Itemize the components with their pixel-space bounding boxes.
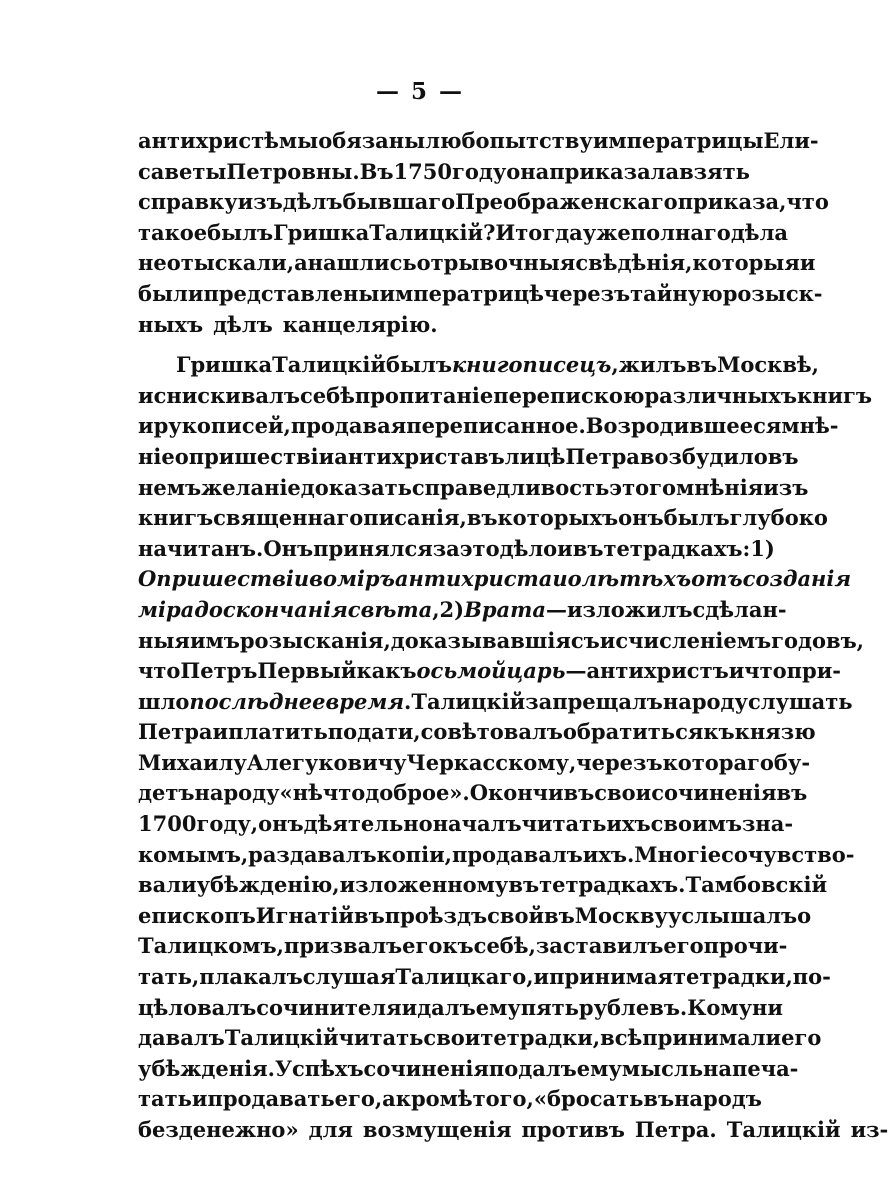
- italic-word: лѣтѣхъ: [581, 566, 692, 592]
- word: Талицкомъ,: [138, 933, 284, 959]
- text-line: [138, 748, 811, 779]
- word: Алегуковичу: [246, 749, 407, 775]
- word: начитанъ.: [138, 535, 264, 561]
- text-line: [138, 626, 864, 657]
- word: продавалъ: [451, 841, 583, 867]
- word: дѣла: [730, 219, 788, 245]
- word: нашлись: [307, 250, 417, 276]
- word: из-: [850, 1117, 888, 1142]
- italic-word: антихриста: [394, 566, 553, 592]
- word: Петровны.: [226, 158, 360, 184]
- word: Кому: [687, 994, 753, 1020]
- word: былъ: [207, 219, 274, 245]
- word: себѣ: [299, 382, 355, 408]
- word: ,: [611, 352, 619, 378]
- italic-word: О: [138, 566, 157, 592]
- word: кромѣ: [395, 1086, 473, 1112]
- word: ихъ: [606, 811, 651, 837]
- word: —изложилъ: [545, 596, 693, 622]
- text-line: [138, 1084, 762, 1115]
- word: Талицкаго,: [395, 964, 534, 990]
- word: сочинителя: [256, 994, 402, 1020]
- word: императрицы: [592, 128, 764, 153]
- word: свои: [423, 1025, 481, 1051]
- word: ,: [432, 596, 440, 622]
- paragraph-1: [138, 126, 829, 340]
- word: принялся: [313, 535, 433, 561]
- text-line: [138, 717, 816, 748]
- word: приказа,: [677, 189, 787, 215]
- word: напеча-: [702, 1055, 799, 1081]
- word: что: [786, 189, 829, 215]
- word: Гришка: [176, 352, 273, 378]
- word: это: [459, 535, 500, 561]
- word: мы: [278, 128, 319, 153]
- word: перепискою: [493, 382, 645, 408]
- word: услышалъ: [667, 902, 798, 928]
- word: безденежно»: [138, 1117, 299, 1142]
- word: зна-: [741, 811, 794, 837]
- word: его,: [334, 1086, 383, 1112]
- word: народъ: [674, 1086, 762, 1112]
- text-line: [138, 1115, 888, 1146]
- word: убѣжденія.: [138, 1055, 275, 1081]
- word: раздавалъ: [248, 841, 377, 867]
- word: Игнатій: [255, 902, 355, 928]
- word: по-: [792, 964, 831, 990]
- text-body: [138, 126, 888, 1146]
- word: при-: [786, 658, 842, 684]
- word: сочувство-: [721, 841, 855, 867]
- word: далъ: [417, 994, 476, 1020]
- word: ему: [475, 994, 521, 1020]
- italic-word: о: [567, 566, 582, 592]
- word: императрицѣ: [379, 280, 544, 306]
- word: отрывочныя: [416, 250, 576, 276]
- text-line: [138, 411, 839, 442]
- word: тетрадки,: [480, 1025, 601, 1051]
- word: пропитаніе: [354, 382, 494, 408]
- word: были: [138, 280, 204, 306]
- word: Возродившееся: [585, 413, 782, 439]
- word: въ: [686, 352, 718, 378]
- text-line: [138, 564, 852, 595]
- word: Талицкій: [224, 1025, 339, 1051]
- word: представлены: [203, 280, 380, 306]
- word: ихъ.: [582, 841, 635, 867]
- word: доказать: [300, 474, 412, 500]
- paragraph-2: [138, 350, 888, 1145]
- text-line: [138, 1023, 822, 1054]
- word: Талицкій?: [369, 219, 496, 245]
- word: году,: [196, 811, 259, 837]
- word: пришествіи: [188, 443, 335, 469]
- word: принимали: [642, 1025, 782, 1051]
- word: того,: [472, 1086, 534, 1112]
- italic-word: во: [309, 566, 337, 592]
- text-line: [138, 442, 799, 473]
- word: платить: [228, 719, 328, 745]
- word: запрещалъ: [525, 688, 663, 714]
- word: Петра: [138, 719, 213, 745]
- word: проѣздъ: [384, 902, 488, 928]
- word: и: [212, 719, 229, 745]
- word: и: [401, 994, 418, 1020]
- word: заставилъ: [535, 933, 664, 959]
- word: возмущенія: [362, 1117, 512, 1142]
- text-line: [138, 931, 788, 962]
- text-line: [138, 687, 853, 718]
- word: читать: [338, 1025, 424, 1051]
- word: жилъ: [618, 352, 687, 378]
- italic-word: міръ: [336, 566, 395, 592]
- word: справедливость: [411, 474, 610, 500]
- word: Успѣхъ: [274, 1055, 364, 1081]
- italic-word: міра: [138, 596, 195, 622]
- word: священнаго: [213, 505, 364, 531]
- word: исчисленіемъ: [599, 627, 772, 653]
- word: его: [663, 933, 704, 959]
- word: прочи-: [703, 933, 788, 959]
- word: съ: [570, 627, 600, 653]
- word: годовъ,: [771, 627, 864, 653]
- word: приказала: [549, 158, 680, 184]
- word: обратиться: [562, 719, 704, 745]
- word: о: [797, 902, 812, 928]
- word: въ: [544, 902, 575, 928]
- text-line: [138, 218, 788, 249]
- word: подалъ: [488, 1055, 577, 1081]
- word: рублевъ.: [578, 994, 688, 1020]
- word: ныя: [138, 627, 190, 653]
- word: году: [451, 158, 507, 184]
- text-line: [138, 503, 828, 534]
- word: совѣтовалъ: [420, 719, 563, 745]
- word: антихриста: [334, 443, 475, 469]
- word: и: [728, 658, 745, 684]
- word: слушать: [747, 688, 853, 714]
- word: о: [174, 443, 189, 469]
- word: давалъ: [138, 1025, 225, 1051]
- word: взять: [679, 158, 750, 184]
- word: себѣ,: [473, 933, 536, 959]
- word: за: [432, 535, 460, 561]
- word: копіи,: [376, 841, 452, 867]
- word: 2): [439, 596, 465, 622]
- word: своимъ: [650, 811, 742, 837]
- word: Талицкій: [272, 352, 386, 378]
- text-line: [138, 310, 704, 341]
- italic-word: царь: [506, 658, 566, 684]
- word: Онъ: [263, 535, 314, 561]
- page-number: — 5 —: [375, 78, 465, 105]
- word: Петра: [565, 443, 640, 469]
- word: глубоко: [729, 505, 828, 531]
- word: лицѣ: [504, 443, 566, 469]
- word: свои: [594, 780, 652, 806]
- word: всѣ: [600, 1025, 643, 1051]
- word: сочиненія: [651, 780, 777, 806]
- word: Москву: [574, 902, 668, 928]
- word: какъ: [356, 658, 417, 684]
- italic-word: до: [194, 596, 223, 622]
- text-line: [138, 187, 829, 218]
- word: обязаны: [318, 128, 426, 153]
- word: тать: [138, 1086, 192, 1112]
- word: цѣловалъ: [138, 994, 257, 1020]
- word: книгъ: [796, 382, 873, 408]
- word: народу: [194, 780, 280, 806]
- word: и: [191, 1086, 208, 1112]
- word: а: [382, 1086, 396, 1112]
- text-line: [138, 778, 808, 809]
- paragraph-gap: [138, 340, 704, 350]
- word: тетрадкахъ.: [539, 872, 686, 898]
- word: и: [138, 413, 154, 439]
- word: розыск-: [722, 280, 823, 306]
- word: въ: [572, 535, 604, 561]
- word: принимая: [549, 964, 674, 990]
- word: Многіе: [634, 841, 722, 867]
- text-line: [138, 381, 873, 412]
- italic-word: созданія: [742, 566, 852, 592]
- word: къ: [703, 719, 735, 745]
- word: ему: [576, 1055, 622, 1081]
- word: имъ: [189, 627, 240, 653]
- text-line: [138, 126, 819, 157]
- word: .: [404, 688, 412, 714]
- word: снискивалъ: [153, 382, 300, 408]
- word: дѣятельно: [303, 811, 433, 837]
- word: онъ: [258, 811, 304, 837]
- word: доказывавшія: [390, 627, 571, 653]
- word: и: [533, 964, 550, 990]
- text-line: [138, 870, 828, 901]
- word: мнѣнія: [675, 474, 764, 500]
- word: и: [799, 250, 816, 276]
- word: Черкасскому,: [406, 749, 577, 775]
- word: Петръ: [180, 658, 258, 684]
- word: въ: [474, 443, 505, 469]
- word: комымъ,: [138, 841, 249, 867]
- word: дѣлъ: [282, 189, 343, 215]
- word: котораго: [662, 749, 774, 775]
- italic-word: пришествіи: [156, 566, 310, 592]
- word: Гришка: [273, 219, 370, 245]
- word: въ: [354, 902, 385, 928]
- word: началъ: [432, 811, 522, 837]
- italic-word: книгописецъ: [451, 352, 612, 378]
- word: черезъ: [543, 280, 631, 306]
- word: призвалъ: [283, 933, 403, 959]
- word: писанія,: [363, 505, 467, 531]
- word: Первый: [257, 658, 357, 684]
- word: тетрадкахъ:: [603, 535, 751, 561]
- word: 1): [750, 535, 775, 561]
- word: —антихристъ: [565, 658, 729, 684]
- word: подати,: [327, 719, 421, 745]
- word: мысль: [621, 1055, 703, 1081]
- word: тогда: [515, 219, 583, 245]
- word: уже: [582, 219, 631, 245]
- text-line: [138, 809, 794, 840]
- word: бывшаго: [342, 189, 456, 215]
- italic-word: и: [552, 566, 568, 592]
- word: тетрадки,: [673, 964, 793, 990]
- word: изложенному: [339, 872, 509, 898]
- word: слушая: [302, 964, 396, 990]
- word: этого: [609, 474, 676, 500]
- word: вали: [138, 872, 197, 898]
- text-line: [138, 1054, 799, 1085]
- word: въ: [508, 872, 540, 898]
- word: епископъ: [138, 902, 256, 928]
- word: продавать: [207, 1086, 335, 1112]
- word: Петра.: [634, 1117, 717, 1142]
- word: книгъ: [138, 505, 214, 531]
- word: такое: [138, 219, 208, 245]
- word: саветы: [138, 158, 227, 184]
- word: бу-: [773, 749, 811, 775]
- word: дѣлъ: [213, 311, 273, 337]
- word: розысканія,: [239, 627, 391, 653]
- word: народу: [662, 688, 748, 714]
- word: немъ: [138, 474, 202, 500]
- word: шло: [138, 688, 190, 714]
- word: ніе: [138, 443, 175, 469]
- word: его: [402, 933, 443, 959]
- word: справку: [138, 189, 238, 215]
- word: что: [744, 658, 787, 684]
- word: убѣжденію,: [196, 872, 340, 898]
- word: ни: [752, 994, 783, 1020]
- word: плакалъ: [199, 964, 303, 990]
- word: что: [138, 658, 181, 684]
- italic-word: осьмой: [416, 658, 507, 684]
- word: и: [557, 535, 573, 561]
- text-line: [138, 595, 787, 626]
- text-line: [138, 157, 750, 188]
- word: детъ: [138, 780, 195, 806]
- word: сочиненія: [363, 1055, 489, 1081]
- word: возбудило: [639, 443, 768, 469]
- word: не: [138, 250, 167, 276]
- word: Талицкій: [726, 1117, 841, 1142]
- text-line: [138, 473, 809, 504]
- word: Талицкій: [411, 688, 526, 714]
- word: читать: [521, 811, 607, 837]
- word: былъ: [663, 505, 730, 531]
- word: канцелярію.: [282, 311, 438, 337]
- word: отыскали,: [166, 250, 295, 276]
- word: въ: [776, 780, 808, 806]
- word: противъ: [521, 1117, 625, 1142]
- word: рукописей,: [153, 413, 291, 439]
- word: «бросать: [533, 1086, 644, 1112]
- word: въ: [643, 1086, 675, 1112]
- text-line: [138, 993, 783, 1024]
- word: «нѣчто: [279, 780, 366, 806]
- word: и: [138, 382, 154, 408]
- text-line: [138, 656, 842, 687]
- word: а: [294, 250, 308, 276]
- word: 1750: [393, 158, 452, 184]
- word: Михаилу: [138, 749, 247, 775]
- word: переписанное.: [406, 413, 586, 439]
- word: былъ: [385, 352, 452, 378]
- word: свой: [487, 902, 545, 928]
- word: къ: [442, 933, 474, 959]
- text-line: [138, 534, 775, 565]
- word: въ: [767, 443, 799, 469]
- word: черезъ: [576, 749, 663, 775]
- word: доброе».: [365, 780, 470, 806]
- italic-word: Врата: [464, 596, 546, 622]
- word: 1700: [138, 811, 197, 837]
- word: Преображенскаго: [455, 189, 678, 215]
- word: которыя: [692, 250, 800, 276]
- word: Ели-: [763, 128, 819, 153]
- word: мнѣ-: [781, 413, 839, 439]
- word: желаніе: [201, 474, 301, 500]
- italic-word: время: [325, 688, 405, 714]
- word: пять: [520, 994, 579, 1020]
- italic-word: отъ: [691, 566, 743, 592]
- word: она: [506, 158, 550, 184]
- word: любопытству: [425, 128, 593, 153]
- word: различныхъ: [644, 382, 797, 408]
- word: Окончивъ: [469, 780, 595, 806]
- word: которыхъ: [497, 505, 619, 531]
- text-line: [138, 248, 816, 279]
- text-line: [138, 901, 812, 932]
- word: тать,: [138, 964, 200, 990]
- word: для: [308, 1117, 353, 1142]
- word: И: [495, 219, 516, 245]
- word: изъ: [237, 189, 283, 215]
- word: полнаго: [630, 219, 731, 245]
- word: свѣдѣнія,: [575, 250, 693, 276]
- text-line: [138, 350, 819, 381]
- word: Тамбовскій: [685, 872, 828, 898]
- word: князю: [734, 719, 816, 745]
- word: въ: [466, 505, 498, 531]
- italic-word: скончанія: [222, 596, 348, 622]
- word: Москвѣ,: [717, 352, 819, 378]
- word: дѣло: [499, 535, 558, 561]
- word: онъ: [618, 505, 664, 531]
- italic-word: послѣднее: [189, 688, 326, 714]
- word: ныхъ: [138, 311, 204, 337]
- word: его: [781, 1025, 822, 1051]
- text-line: [138, 962, 831, 993]
- word: Въ: [359, 158, 394, 184]
- word: тайную: [630, 280, 723, 306]
- word: сдѣлан-: [692, 596, 787, 622]
- italic-word: свѣта: [347, 596, 433, 622]
- word: изъ: [763, 474, 809, 500]
- word: антихристѣ: [138, 128, 279, 153]
- text-line: [138, 840, 855, 871]
- text-line: [138, 279, 823, 310]
- word: продавая: [290, 413, 407, 439]
